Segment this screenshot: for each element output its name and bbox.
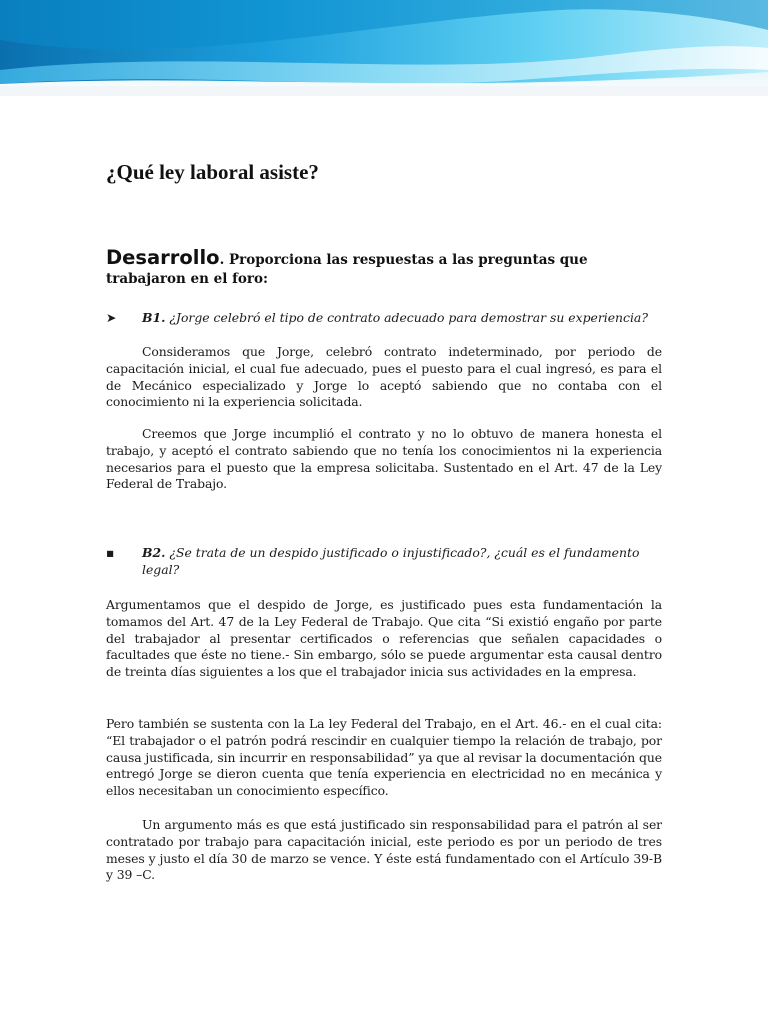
- square-bullet-icon: ▪: [106, 545, 115, 560]
- paragraph-3: Argumentamos que el despido de Jorge, es justificado pues esta fundamentación la tomamos del Art. 47 de la Ley Federal de Trabajo. Que cita “Si existió engaño por parte del trabajador al presentar certificados o referencias que señalen capacidades o facultades que éste no tiene.- Sin embargo, sólo se puede argumentar esta causal dentro de treinta días siguientes a los que el trabajador inicia sus actividades en la empresa.: [106, 597, 662, 680]
- paragraph-1: Consideramos que Jorge, celebró contrato indeterminado, por periodo de capacitación inicial, el cual fue adecuado, pues el puesto para el cual ingresó, es para el de Mecánico especializado y Jorge lo aceptó sabiendo que no contaba con el conocimiento ni la experiencia solicitada.: [106, 344, 662, 410]
- question-body: ¿Se trata de un despido justificado o injustificado?, ¿cuál es el fundamento legal?: [142, 545, 640, 577]
- question-body: ¿Jorge celebró el tipo de contrato adecuado para demostrar su experiencia?: [165, 310, 648, 325]
- document-title: ¿Qué ley laboral asiste?: [106, 160, 319, 184]
- question-b2: [106, 544, 662, 584]
- paragraph-2: Creemos que Jorge incumplió el contrato y no lo obtuvo de manera honesta el trabajo, y aceptó el contrato sabiendo que no tenía los conocimientos ni la experiencia necesarios para el puesto que la empresa solicitaba. Sustentado en el Art. 47 de la Ley Federal de Trabajo.: [106, 426, 662, 492]
- section-heading: [106, 248, 596, 289]
- banner-wave-graphic: [0, 0, 768, 96]
- question-label: B1.: [142, 310, 166, 325]
- question-text: [142, 309, 662, 326]
- heading-desarrollo: Desarrollo: [106, 246, 220, 269]
- header-banner: [0, 0, 768, 96]
- question-label: B2.: [142, 545, 166, 560]
- heading-instructions: . Proporciona las respuestas a las preguntas que trabajaron en el foro:: [106, 252, 588, 287]
- arrow-bullet-icon: ➤: [106, 310, 117, 325]
- paragraph-4: Pero también se sustenta con la La ley Federal del Trabajo, en el Art. 46.- en el cual cita: “El trabajador o el patrón podrá rescindir en cualquier tiempo la relación de trabajo, por causa justificada, sin incurrir en responsabilidad” ya que al revisar la documentación que entregó Jorge se dieron cuenta que tenía experiencia en electricidad no en mecánica y ellos necesitaban un conocimiento específico.: [106, 716, 662, 799]
- question-b1: [106, 309, 662, 329]
- paragraph-5: Un argumento más es que está justificado sin responsabilidad para el patrón al ser contratado por trabajo para capacitación inicial, este periodo es por un periodo de tres meses y justo el día 30 de marzo se vence. Y éste está fundamentado con el Artículo 39-B y 39 –C.: [106, 817, 662, 883]
- question-text: [142, 544, 662, 578]
